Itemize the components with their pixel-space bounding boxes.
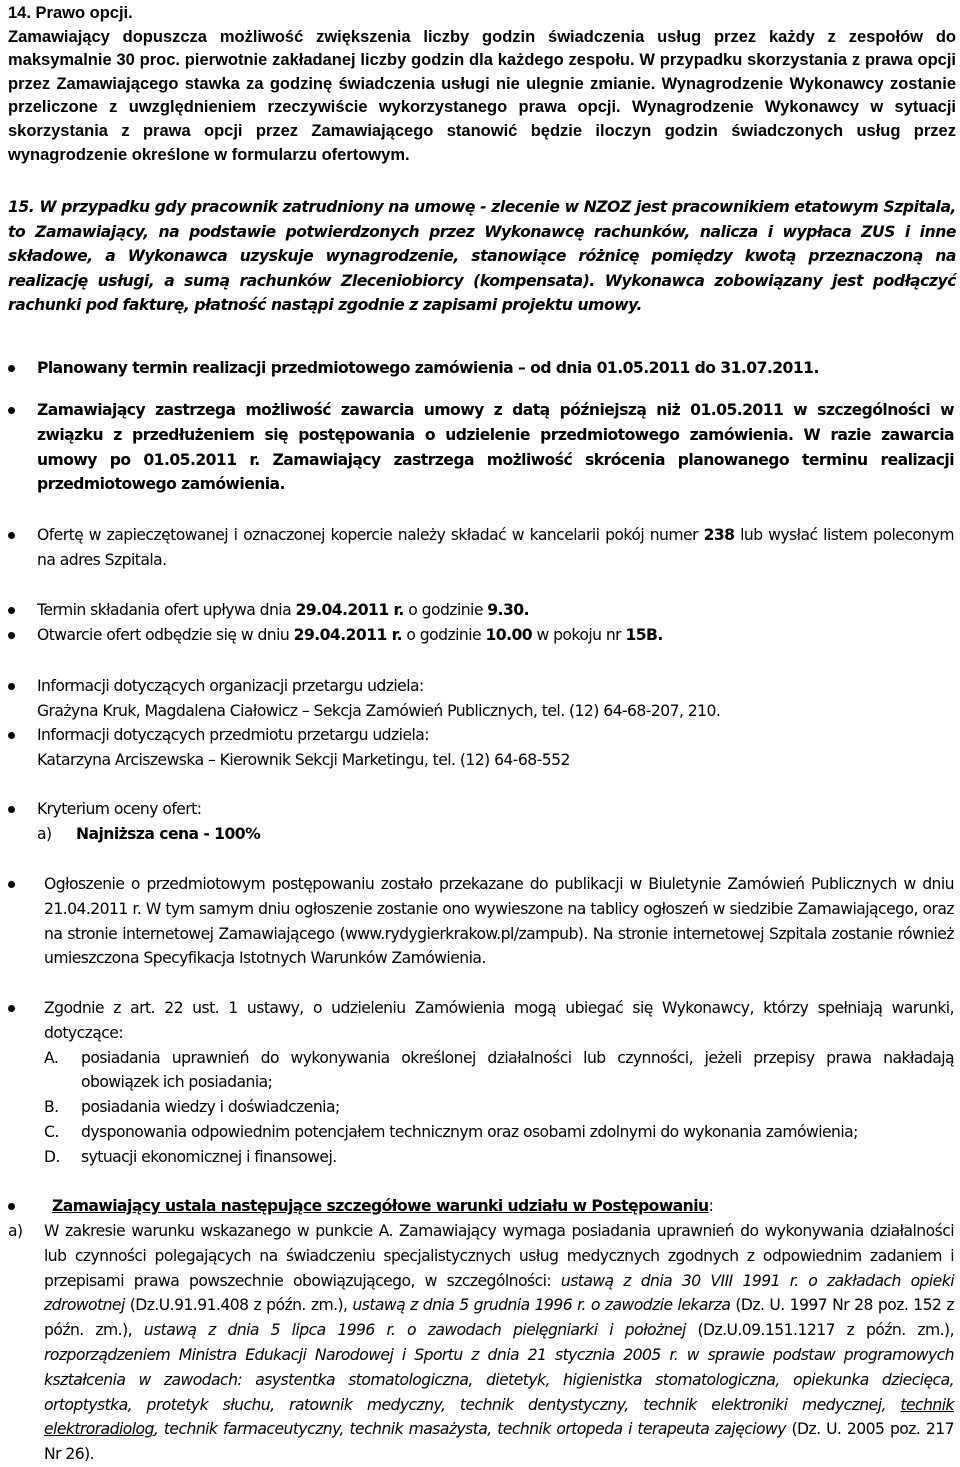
section-14 [8, 2, 956, 167]
offer-opening-time: 10.00 [485, 626, 533, 644]
offer-submission-pre: Ofertę w zapieczętowanej i oznaczonej kopercie należy składać w kancelarii pokój numer [37, 526, 704, 544]
condition-item [44, 1095, 954, 1120]
bullet-icon [8, 881, 15, 888]
condition-item [44, 1120, 954, 1145]
detailed-conditions-colon: : [708, 1197, 714, 1215]
contract-date-text: Zamawiający zastrzega możliwość zawarcia umowy z datą późniejszą niż 01.05.2011 w szczególności w związku z przedłużeniem się postępowania o udzielenie przedmiotowego zamówienia. W razie zawarcia umowy po 01.05.2011 r. Zamawiający zastrzega możliwość skrócenia planowanego terminu realizacji przedmiotowego zamówienia. [37, 401, 954, 494]
condition-a-part: (Dz. U. 1997 Nr 28 poz. 152 z późn. zm.), [44, 1296, 954, 1340]
bullet-icon [8, 683, 15, 690]
offer-opening-text [37, 623, 954, 648]
bullet-icon [8, 365, 15, 372]
offer-deadline-pre: Termin składania ofert upływa dnia [37, 601, 296, 619]
offer-opening-mid: o godzinie [401, 626, 486, 644]
condition-label: B. [44, 1098, 59, 1117]
condition-text: posiadania uprawnień do wykonywania określonej działalności lub czynności, jeżeli przepisy prawa nakładają obowiązek ich posiadania; [81, 1048, 954, 1092]
subject-info-text [37, 723, 954, 773]
condition-a-law: ustawą z dnia 5 grudnia 1996 r. o zawodzie lekarza [352, 1296, 731, 1315]
offer-opening-mid2: w pokoju nr [532, 626, 626, 644]
offer-deadline-text [37, 598, 954, 623]
section-14-text: Zamawiający dopuszcza możliwość zwiększenia liczby godzin świadczenia usług przez każdy z zespołów do maksymalnie 30 proc. pierwotnie zakładanej liczby godzin dla każdego zespołu. W przypadku skorzystania z prawa opcji przez Zamawiającego stawka za godzinę świadczenia usługi nie ulegnie zmianie. Wynagrodzenie Wykonawcy zostanie przeliczone z uwzględnieniem rzeczywiście wykorzystanego prawa opcji. Wynagrodzenie Wykonawcy w sytuacji skorzystania z prawa opcji przez Zamawiającego stanowić będzie iloczyn godzin świadczonych usług przez wynagrodzenie określone w formularzu ofertowym. [8, 27, 956, 164]
bullet-icon [8, 407, 15, 414]
condition-a-law: , technik farmaceutyczny, technik masażysta, technik ortopeda i terapeuta zajęciowy [153, 1420, 786, 1439]
bullet-icon [8, 806, 15, 813]
condition-a-part: (Dz.U.91.91.408 z późn. zm.), [124, 1296, 353, 1315]
bullet-icon [8, 607, 15, 614]
condition-item [44, 1046, 954, 1096]
condition-a-law: rozporządzeniem Ministra Edukacji Narodowej i Sportu z dnia 21 stycznia 2005 r. w sprawie podstaw programowych kształcenia w zawodach: asystentka stomatologiczna, dietetyk, higienistka stomatologiczna, opiekunka dziecięca, ortoptystka, protetyk słuchu, ratownik medyczny, technik dentystyczny, technik elektroniki medycznej, [44, 1345, 954, 1414]
condition-a-part: W zakresie warunku wskazanego w punkcie A. Zamawiający wymaga posiadania uprawnień do wykonywania działalności lub czynności polegających na świadczeniu specjalistycznych usług medycznych zgodnych z odpowiednim zadaniem i przepisami prawa powszechnie obowiązującego, w szczególności: [44, 1222, 954, 1290]
detailed-conditions-title: Zamawiający ustala następujące szczegółowe warunki udziału w Postępowaniu [52, 1197, 709, 1215]
condition-label: D. [44, 1147, 60, 1166]
offer-deadline-mid: o godzinie [403, 601, 488, 619]
subject-info-line1: Informacji dotyczących przedmiotu przetargu udziela: [37, 726, 429, 744]
condition-text: sytuacji ekonomicznej i finansowej. [81, 1147, 337, 1166]
bullet-icon [8, 1203, 15, 1210]
organization-info-contact: Grażyna Kruk, Magdalena Ciałowicz – Sekcja Zamówień Publicznych, tel. (12) 64-68-207, 210. [37, 701, 721, 720]
condition-a-part: (Dz. U. 2005 poz. 217 Nr 26). [44, 1420, 954, 1464]
condition-label: C. [44, 1122, 59, 1141]
offer-deadline-time: 9.30. [487, 601, 529, 619]
condition-a-part: (Dz.U.09.151.1217 z późn. zm.), [685, 1321, 954, 1340]
announcement-text: Ogłoszenie o przedmiotowym postępowaniu zostało przekazane do publikacji w Biuletynie Zamówień Publicznych w dniu 21.04.2011 r. W tym samym dniu ogłoszenie zostanie ono wywieszone na tablicy ogłoszeń w siedzibie Zamawiającego, oraz na stronie internetowej Zamawiającego (www.rydygierkrakow.pl/zampub). Na stronie internetowej Szpitala zostanie również umieszczona Specyfikacja Istotnych Warunków Zamówienia. [44, 875, 954, 968]
criterion-label: a) [37, 824, 52, 843]
bullet-icon [8, 532, 15, 539]
offer-opening-date: 29.04.2011 r. [293, 626, 402, 644]
criterion-value: Najniższa cena - 100% [76, 824, 261, 843]
detailed-conditions-heading [52, 1194, 954, 1219]
bullet-icon [8, 632, 15, 639]
offer-submission-text [37, 523, 954, 573]
offer-opening-room: 15B. [625, 626, 663, 644]
condition-label: A. [44, 1048, 59, 1067]
room-number: 238 [703, 526, 735, 544]
section-14-heading: 14. Prawo opcji. [8, 4, 133, 22]
condition-a-underlined: technik elektroradiolog [44, 1395, 954, 1439]
section-15-text: 15. W przypadku gdy pracownik zatrudniony na umowę - zlecenie w NZOZ jest pracownikiem etatowym Szpitala, to Zamawiający, na podstawie potwierdzonych przez Wykonawcę rachunków, nalicza i wypłaca ZUS i inne składowe, a Wykonawca uzyskuje wynagrodzenie, stanowiące różnicę pomiędzy kwotą przeznaczoną na realizację usługi, a sumą rachunków Zleceniobiorcy (kompensata). Wykonawca zobowiązany jest podłączyć rachunki pod fakturę, płatność nastąpi zgodnie z zapisami projektu umowy. [8, 198, 956, 314]
offer-opening-pre: Otwarcie ofert odbędzie się w dniu [37, 626, 294, 644]
condition-text: dysponowania odpowiednim potencjałem technicznym oraz osobami zdolnymi do wykonania zamówienia; [81, 1122, 858, 1141]
participation-conditions [44, 996, 954, 1170]
realization-term-text: Planowany termin realizacji przedmiotowego zamówienia – od dnia 01.05.2011 do 31.07.2011. [37, 359, 819, 377]
evaluation-criterion-heading: Kryterium oceny ofert: [37, 800, 202, 818]
condition-text: posiadania wiedzy i doświadczenia; [81, 1098, 340, 1117]
condition-item [44, 1145, 954, 1170]
condition-a-law: ustawą z dnia 5 lipca 1996 r. o zawodach pielęgniarki i położnej [143, 1321, 686, 1340]
subject-info-contact: Katarzyna Arciszewska – Kierownik Sekcji Marketingu, tel. (12) 64-68-552 [37, 750, 570, 769]
condition-a-label: a) [8, 1222, 23, 1240]
condition-a-text [44, 1219, 954, 1467]
condition-a-law: ustawą z dnia 30 VIII 1991 r. o zakładach opieki zdrowotnej [44, 1271, 954, 1315]
evaluation-criterion-text [37, 797, 954, 847]
section-15 [8, 195, 956, 318]
offer-submission-post: lub wysłać listem poleconym na adres Szpitala. [37, 526, 954, 569]
organization-info-line1: Informacji dotyczących organizacji przetargu udziela: [37, 677, 424, 695]
bullet-icon [8, 1005, 15, 1012]
bullet-icon [8, 732, 15, 739]
organization-info-text [37, 674, 954, 724]
participation-conditions-intro: Zgodnie z art. 22 ust. 1 ustawy, o udzieleniu Zamówienia mogą ubiegać się Wykonawcy, którzy spełniają warunki, dotyczące: [44, 999, 954, 1042]
offer-deadline-date: 29.04.2011 r. [295, 601, 404, 619]
